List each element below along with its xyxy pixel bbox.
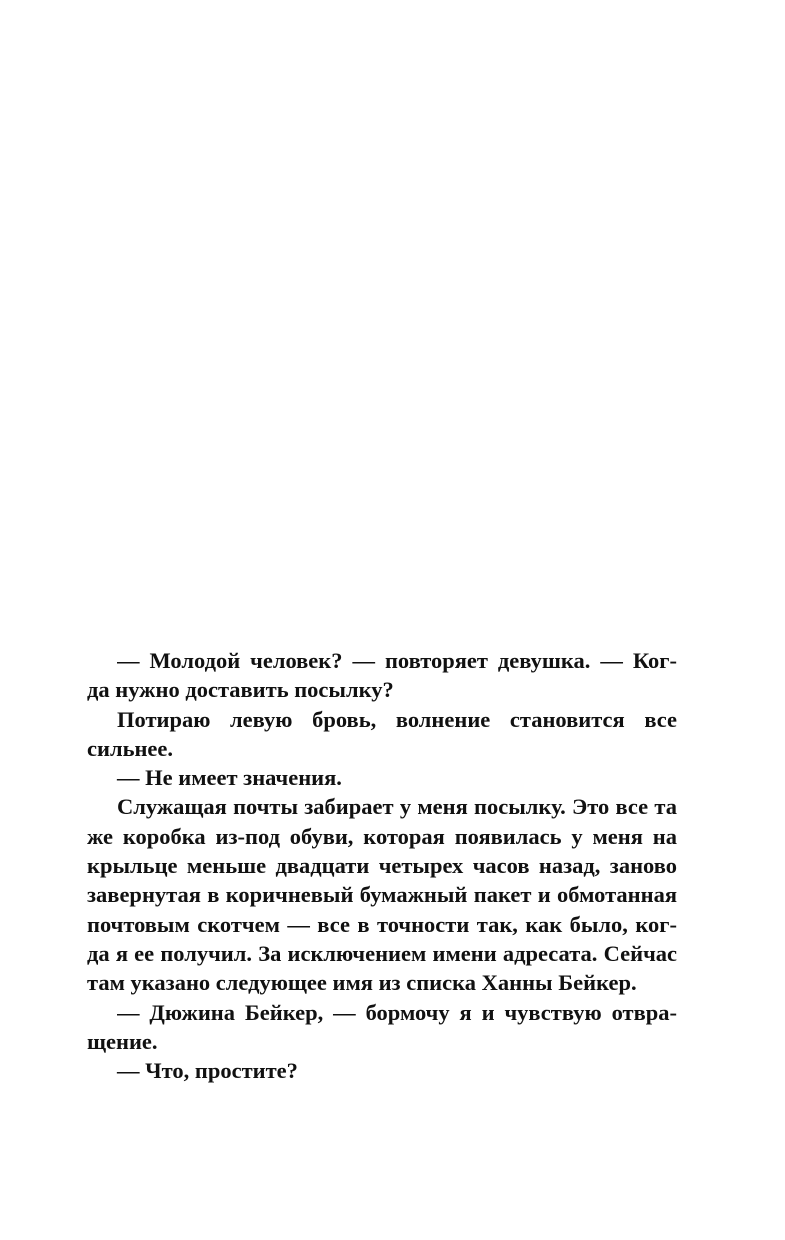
text-line: да нужно доставить посылку?	[87, 677, 394, 703]
text-line: же коробка из-под обуви, которая появилась у меня на	[87, 823, 677, 849]
text-line: — Что, простите?	[117, 1058, 298, 1084]
text-line: Потираю левую бровь, волнение становится все	[117, 706, 677, 732]
text-line: — Молодой человек? — повторяет девушка. — Ког-	[117, 648, 677, 673]
text-line: почтовым скотчем — все в точности так, как было, ког-	[87, 911, 677, 937]
text-line: завернутая в коричневый бумажный пакет и обмотанная	[87, 882, 677, 908]
body-text	[87, 646, 677, 1085]
text-line: там указано следующее имя из списка Ханны Бейкер.	[87, 970, 637, 996]
text-line: — Дюжина Бейкер, — бормочу я и чувствую отвра-	[117, 999, 677, 1025]
text-line: щение.	[87, 1028, 158, 1054]
text-line: да я ее получил. За исключением имени адресата. Сейчас	[87, 940, 677, 966]
text-line: сильнее.	[87, 735, 174, 761]
text-line: — Не имеет значения.	[117, 765, 342, 791]
text-line: Служащая почты забирает у меня посылку. Это все та	[117, 794, 677, 820]
text-line: крыльце меньше двадцати четырех часов назад, заново	[87, 853, 677, 879]
